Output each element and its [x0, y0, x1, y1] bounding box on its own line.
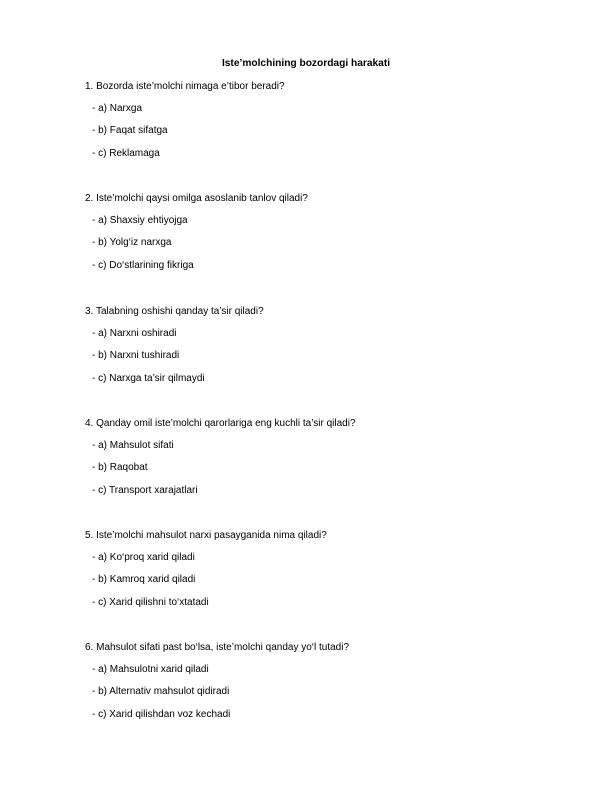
question-4-option-a: - a) Mahsulot sifati: [92, 439, 174, 451]
question-2-option-a: - a) Shaxsiy ehtiyojga: [92, 214, 188, 226]
question-5-option-b: - b) Kamroq xarid qiladi: [92, 574, 196, 585]
question-5-option-c: - c) Xarid qilishni to‘xtatadi: [92, 596, 209, 608]
question-1-option-a: - a) Narxga: [92, 102, 143, 114]
question-3-option-b: - b) Narxni tushiradi: [92, 350, 180, 361]
question-block-6: [85, 642, 545, 721]
question-3-option-c: - c) Narxga ta’sir qilmaydi: [92, 372, 205, 384]
question-6-option-a: - a) Mahsulotni xarid qiladi: [92, 663, 209, 675]
question-1-option-c: - c) Reklamaga: [92, 147, 160, 159]
question-block-3: [85, 306, 545, 385]
question-5-text: 5. Iste’molchi mahsulot narxi pasayganida nima qiladi?: [85, 530, 327, 541]
question-3-option-a: - a) Narxni oshiradi: [92, 327, 177, 339]
question-4-option-c: - c) Transport xarajatlari: [92, 484, 198, 496]
question-2-text: 2. Iste’molchi qaysi omilga asoslanib tanlov qiladi?: [85, 193, 308, 204]
question-5-option-a: - a) Ko‘proq xarid qiladi: [92, 551, 195, 563]
question-2-option-b: - b) Yolg‘iz narxga: [92, 237, 172, 248]
question-block-2: [85, 193, 545, 272]
question-6-option-b: - b) Alternativ mahsulot qidiradi: [92, 686, 230, 697]
question-block-5: [85, 530, 545, 609]
question-6-option-c: - c) Xarid qilishdan voz kechadi: [92, 708, 231, 720]
question-4-text: 4. Qanday omil iste’molchi qarorlariga eng kuchli ta’sir qiladi?: [85, 418, 356, 429]
question-1-text: 1. Bozorda iste’molchi nimaga e’tibor beradi?: [85, 81, 285, 92]
question-4-option-b: - b) Raqobat: [92, 462, 148, 473]
question-6-text: 6. Mahsulot sifati past bo‘lsa, iste’molchi qanday yo‘l tutadi?: [85, 642, 350, 653]
question-3-text: 3. Talabning oshishi qanday ta’sir qiladi?: [85, 306, 264, 317]
question-block-1: [85, 81, 545, 160]
question-2-option-c: - c) Do‘stlarining fikriga: [92, 259, 194, 271]
question-block-4: [85, 418, 545, 497]
document-title: Iste’molchining bozordagi harakati: [221, 58, 391, 69]
question-1-option-b: - b) Faqat sifatga: [92, 125, 168, 136]
